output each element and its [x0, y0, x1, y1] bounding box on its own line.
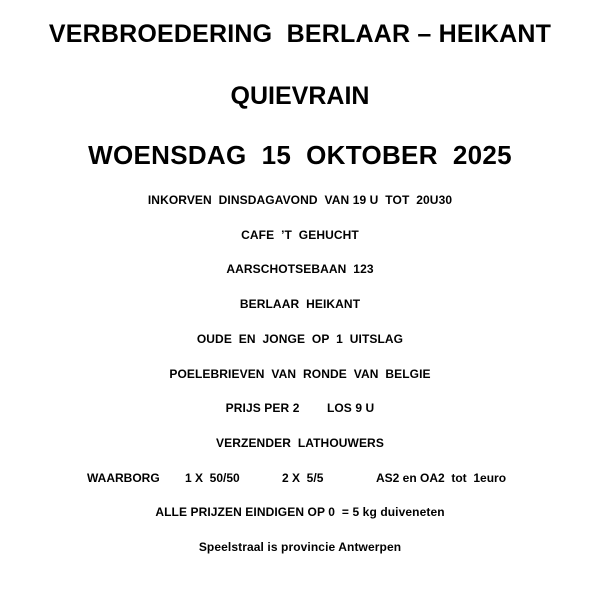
guarantee-third: AS2 en OA2 tot 1euro — [376, 471, 507, 485]
guarantee-first: 1 X 50/50 — [185, 471, 240, 485]
organization-title: VERBROEDERING BERLAAR – HEIKANT — [48, 20, 552, 48]
basketing-time: INKORVEN DINSDAGAVOND VAN 19 U TOT 20U30 — [147, 193, 453, 207]
venue-name: CAFE ’T GEHUCHT — [241, 228, 359, 242]
guarantee-second: 2 X 5/5 — [282, 471, 324, 485]
category-info: OUDE EN JONGE OP 1 UITSLAG — [196, 332, 404, 346]
venue-street: AARSCHOTSEBAAN 123 — [226, 262, 374, 276]
race-location-title: QUIEVRAIN — [230, 82, 370, 110]
play-area-info: Speelstraal is provincie Antwerpen — [198, 540, 402, 554]
prize-info: PRIJS PER 2 LOS 9 U — [225, 401, 375, 415]
guarantee-label: WAARBORG — [87, 471, 160, 485]
race-date-title: WOENSDAG 15 OKTOBER 2025 — [88, 140, 512, 170]
prizes-end-info: ALLE PRIJZEN EINDIGEN OP 0 = 5 kg duiveneten — [155, 505, 445, 519]
venue-town: BERLAAR HEIKANT — [239, 297, 361, 311]
entry-forms-info: POELEBRIEVEN VAN RONDE VAN BELGIE — [169, 367, 431, 381]
shipper-info: VERZENDER LATHOUWERS — [216, 436, 384, 450]
